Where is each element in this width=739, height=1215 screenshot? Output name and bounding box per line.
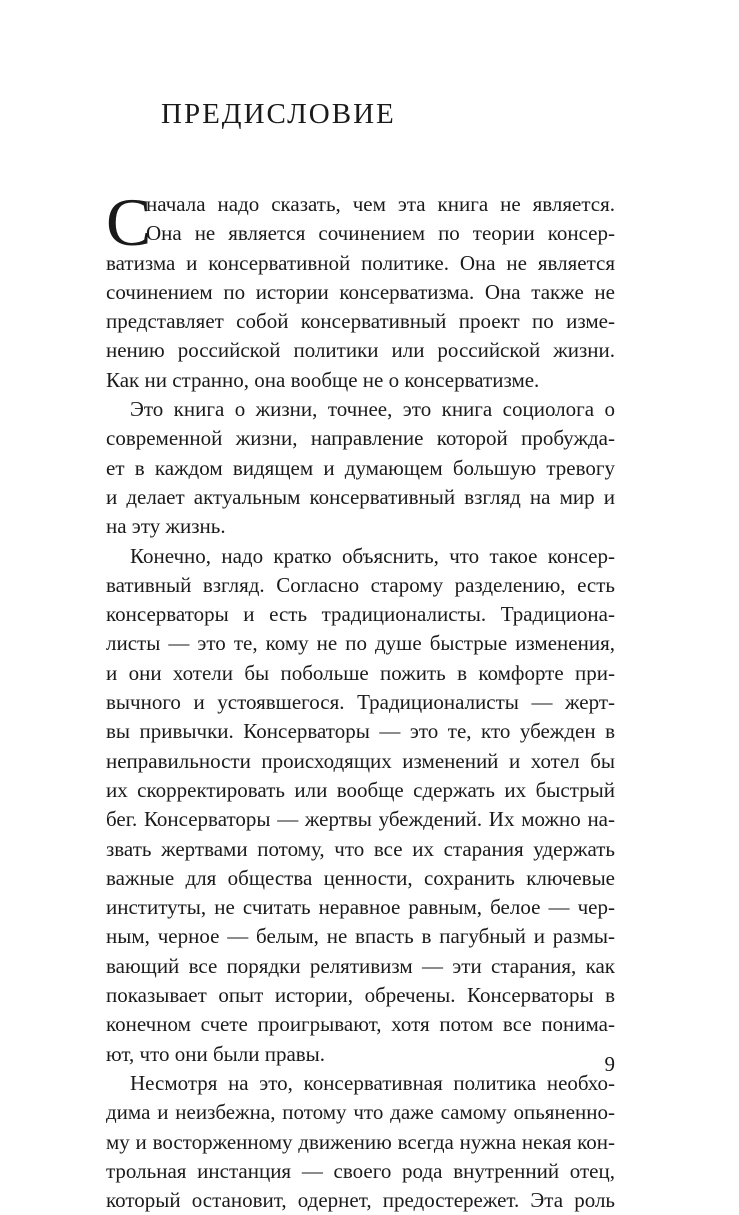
book-page [106, 0, 615, 1213]
text-line: му и восторженному движению всегда нужна некая кон- [106, 1129, 615, 1154]
text-line: на эту жизнь. [106, 514, 226, 539]
text-line: Конечно, надо кратко объяснить, что такое консер- [130, 543, 615, 568]
text-line: Она не является сочинением по теории консер- [146, 221, 615, 246]
text-line: Несмотря на это, консервативная политика необхо- [130, 1070, 615, 1095]
drop-cap: С [106, 184, 152, 260]
text-line: вычного и устоявшегося. Традиционалисты — жерт- [106, 690, 615, 715]
text-line: вативный взгляд. Согласно старому разделению, есть [106, 572, 615, 597]
text-line: представляет собой консервативный проект по изме- [106, 309, 615, 334]
text-line: сочинением по истории консерватизма. Она также не [106, 279, 615, 304]
text-line: важные для общества ценности, сохранить ключевые [106, 865, 615, 890]
text-line: институты, не считать неравное равным, белое — чер- [106, 895, 615, 920]
text-line: бег. Консерваторы — жертвы убеждений. Их можно на- [106, 807, 615, 832]
text-line: начала надо сказать, чем эта книга не является. [146, 192, 615, 216]
text-line: современной жизни, направление которой пробужда- [106, 426, 615, 451]
text-line: консерваторы и есть традиционалисты. Традициона- [106, 602, 615, 627]
page-number: 9 [604, 1052, 615, 1076]
text-line: который остановит, одернет, предостережет. Эта роль [106, 1188, 615, 1213]
text-line: показывает опыт истории, обречены. Консерваторы в [106, 983, 615, 1008]
text-line: их скорректировать или вообще сдержать их быстрый [106, 777, 615, 802]
text-line: ет в каждом видящем и думающем большую тревогу [106, 455, 615, 480]
text-line: листы — это те, кому не по душе быстрые изменения, [106, 631, 615, 656]
text-line: дима и неизбежна, потому что даже самому опьяненно- [106, 1100, 615, 1125]
text-line: ватизма и консервативной политике. Она не является [106, 250, 615, 275]
body-text [106, 184, 615, 1215]
text-line: конечном счете проигрывают, хотя потом все понима- [106, 1012, 615, 1037]
text-line: вающий все порядки релятивизм — эти старания, как [106, 953, 615, 978]
text-line: неправильности происходящих изменений и хотел бы [106, 748, 615, 773]
text-line: трольная инстанция — своего рода внутренний отец, [106, 1158, 615, 1183]
text-line: и они хотели бы побольше пожить в комфорте при- [106, 660, 615, 685]
chapter-title: ПРЕДИСЛОВИЕ [161, 98, 396, 130]
text-line: звать жертвами потому, что все их старания удержать [106, 836, 615, 861]
text-line: Это книга о жизни, точнее, это книга социолога о [130, 397, 615, 422]
text-line: ют, что они были правы. [106, 1041, 326, 1066]
text-line: вы привычки. Консерваторы — это те, кто убежден в [106, 719, 615, 744]
text-line: нению российской политики или российской жизни. [106, 338, 615, 363]
text-line: Как ни странно, она вообще не о консерватизме. [106, 367, 540, 392]
text-line: и делает актуальным консервативный взгляд на мир и [106, 484, 615, 509]
text-line: ным, черное — белым, не впасть в пагубный и размы- [106, 924, 615, 949]
